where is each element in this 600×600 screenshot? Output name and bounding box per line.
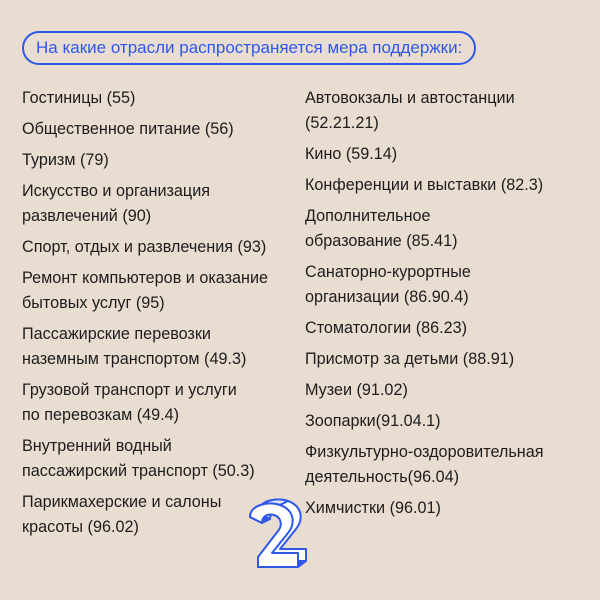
industry-item-line: Присмотр за детьми (88.91) — [305, 350, 515, 368]
industry-item — [22, 86, 294, 111]
industry-item — [22, 235, 294, 260]
industry-item — [305, 378, 590, 403]
industry-item-line: Пассажирские перевозки — [22, 325, 211, 343]
industry-item — [305, 347, 590, 372]
industry-item — [305, 204, 590, 254]
industry-item — [305, 173, 590, 198]
industry-item-line: Общественное питание (56) — [22, 120, 234, 138]
industry-item-line: бытовых услуг (95) — [22, 294, 165, 312]
industry-item — [305, 440, 590, 490]
industry-item — [22, 266, 294, 316]
left-column — [22, 86, 294, 546]
industry-item-line: Внутренний водный — [22, 437, 172, 455]
industry-item — [305, 316, 590, 341]
industry-item-line: пассажирский транспорт (50.3) — [22, 462, 255, 480]
industry-item-line: деятельность(96.04) — [305, 468, 459, 486]
industry-item — [22, 179, 294, 229]
industry-item — [305, 86, 590, 136]
industry-item — [305, 260, 590, 310]
industry-item — [22, 117, 294, 142]
industry-item-line: Санаторно-курортные — [305, 263, 471, 281]
industry-item-line: Зоопарки(91.04.1) — [305, 412, 441, 430]
industry-item-line: Ремонт компьютеров и оказание — [22, 269, 268, 287]
industry-item — [22, 378, 294, 428]
industry-item — [22, 322, 294, 372]
industry-item-line: Химчистки (96.01) — [305, 499, 441, 517]
industry-item-line: Спорт, отдых и развлечения (93) — [22, 238, 267, 256]
industry-item-line: по перевозкам (49.4) — [22, 406, 180, 424]
industry-item-line: Музеи (91.02) — [305, 381, 408, 399]
industry-item-line: Кино (59.14) — [305, 145, 398, 163]
industry-item-line: Дополнительное — [305, 207, 431, 225]
industry-item-line: Физкультурно-оздоровительная — [305, 443, 544, 461]
right-column — [305, 86, 590, 527]
industry-item-line: Туризм (79) — [22, 151, 109, 169]
industry-item-line: Гостиницы (55) — [22, 89, 136, 107]
industry-item-line: Автовокзалы и автостанции — [305, 89, 515, 107]
industry-item — [305, 409, 590, 434]
industry-item-line: развлечений (90) — [22, 207, 152, 225]
industry-item-line: образование (85.41) — [305, 232, 458, 250]
industry-item-line: наземным транспортом (49.3) — [22, 350, 247, 368]
industry-item-line: Конференции и выставки (82.3) — [305, 176, 544, 194]
industry-item-line: Искусство и организация — [22, 182, 211, 200]
industry-item-line: Стоматологии (86.23) — [305, 319, 467, 337]
header-title: На какие отрасли распространяется мера поддержки: — [36, 38, 463, 57]
industry-item-line: красоты (96.02) — [22, 518, 139, 536]
industry-item — [22, 148, 294, 173]
industry-item — [305, 142, 590, 167]
industry-item-line: (52.21.21) — [305, 114, 379, 132]
industry-item-line: Грузовой транспорт и услуги — [22, 381, 237, 399]
industry-item — [305, 496, 590, 521]
header-pill — [22, 31, 476, 65]
industry-item-line: Парикмахерские и салоны — [22, 493, 222, 511]
industry-item-line: организации (86.90.4) — [305, 288, 469, 306]
industry-item — [22, 434, 294, 484]
isometric-number-two-icon — [246, 495, 318, 575]
